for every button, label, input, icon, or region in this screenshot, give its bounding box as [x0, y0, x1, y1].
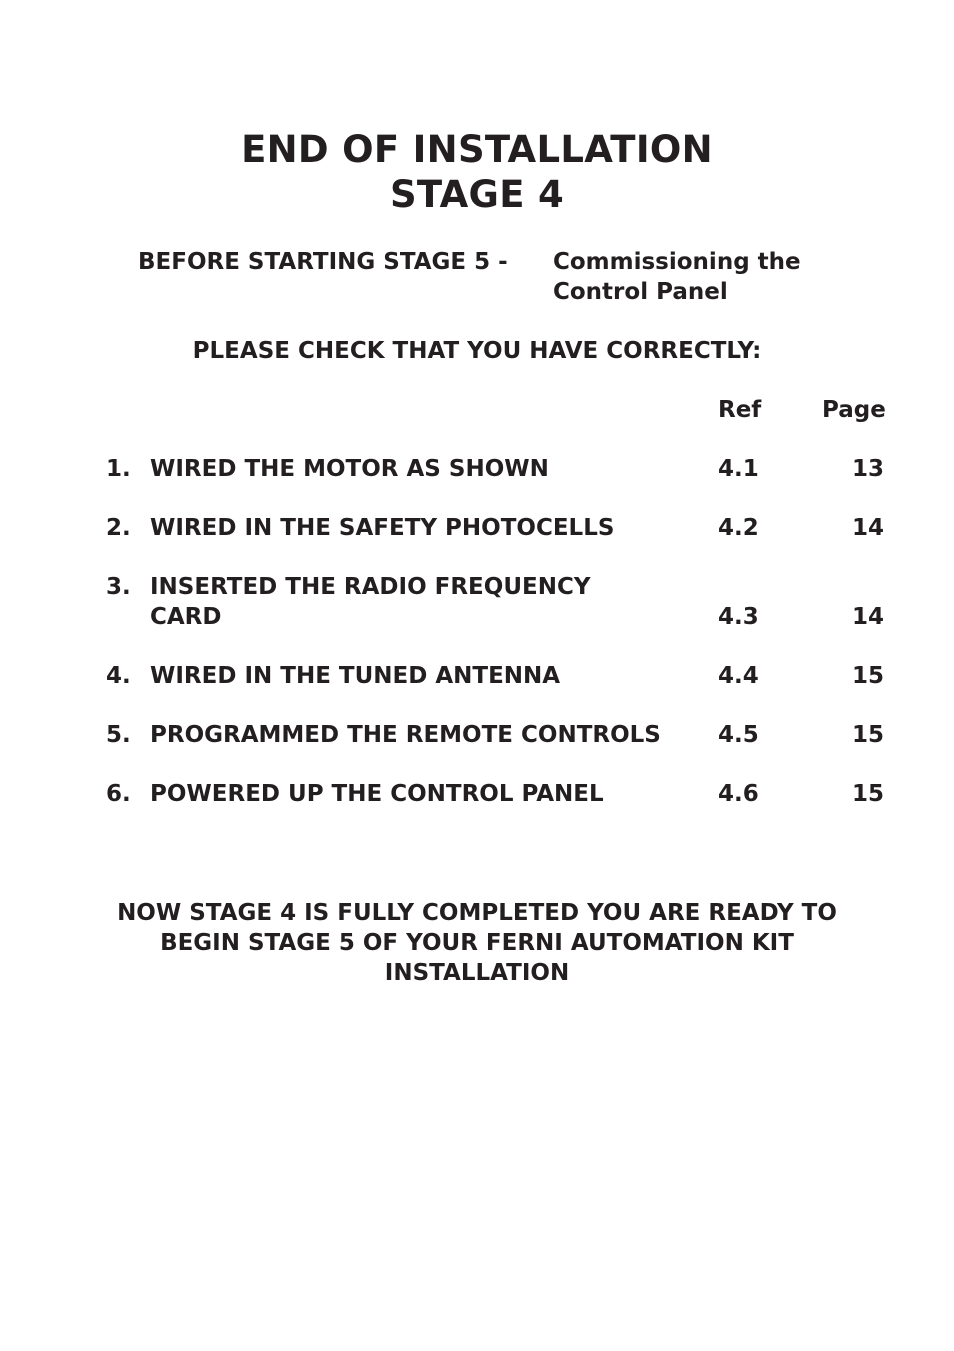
item-ref: 4.4: [718, 663, 759, 689]
item-page: 15: [851, 781, 884, 807]
item-text-continued: CARD: [150, 604, 222, 630]
completion-line-1: NOW STAGE 4 IS FULLY COMPLETED YOU ARE READY TO: [117, 900, 837, 926]
check-heading: PLEASE CHECK THAT YOU HAVE CORRECTLY:: [192, 338, 762, 364]
subtitle-prefix: BEFORE STARTING STAGE 5 -: [138, 249, 508, 275]
item-number: 3.: [106, 574, 131, 600]
subtitle-line-1: Commissioning the: [553, 249, 801, 275]
item-text: INSERTED THE RADIO FREQUENCY: [150, 574, 591, 600]
completion-line-3: INSTALLATION: [384, 960, 570, 986]
item-ref: 4.5: [718, 722, 759, 748]
completion-line-2: BEGIN STAGE 5 OF YOUR FERNI AUTOMATION KIT: [160, 930, 794, 956]
item-page: 14: [851, 515, 884, 541]
column-header-page: Page: [822, 397, 886, 423]
item-page: 14: [851, 604, 884, 630]
page-title: END OF INSTALLATION: [241, 128, 713, 171]
item-number: 5.: [106, 722, 131, 748]
item-text: WIRED IN THE TUNED ANTENNA: [150, 663, 561, 689]
item-ref: 4.3: [718, 604, 759, 630]
completion-message: [0, 898, 954, 988]
item-number: 6.: [106, 781, 131, 807]
item-number: 2.: [106, 515, 131, 541]
page-title-stage: STAGE 4: [389, 173, 565, 216]
item-page: 13: [851, 456, 884, 482]
item-page: 15: [851, 663, 884, 689]
item-number: 4.: [106, 663, 131, 689]
column-header-ref: Ref: [718, 397, 762, 423]
item-text: PROGRAMMED THE REMOTE CONTROLS: [150, 722, 661, 748]
item-text: WIRED THE MOTOR AS SHOWN: [150, 456, 549, 482]
item-text: POWERED UP THE CONTROL PANEL: [150, 781, 604, 807]
item-ref: 4.1: [718, 456, 759, 482]
subtitle-line-2: Control Panel: [553, 279, 728, 305]
item-text: WIRED IN THE SAFETY PHOTOCELLS: [150, 515, 615, 541]
item-page: 15: [851, 722, 884, 748]
item-number: 1.: [106, 456, 131, 482]
item-ref: 4.6: [718, 781, 759, 807]
item-ref: 4.2: [718, 515, 759, 541]
